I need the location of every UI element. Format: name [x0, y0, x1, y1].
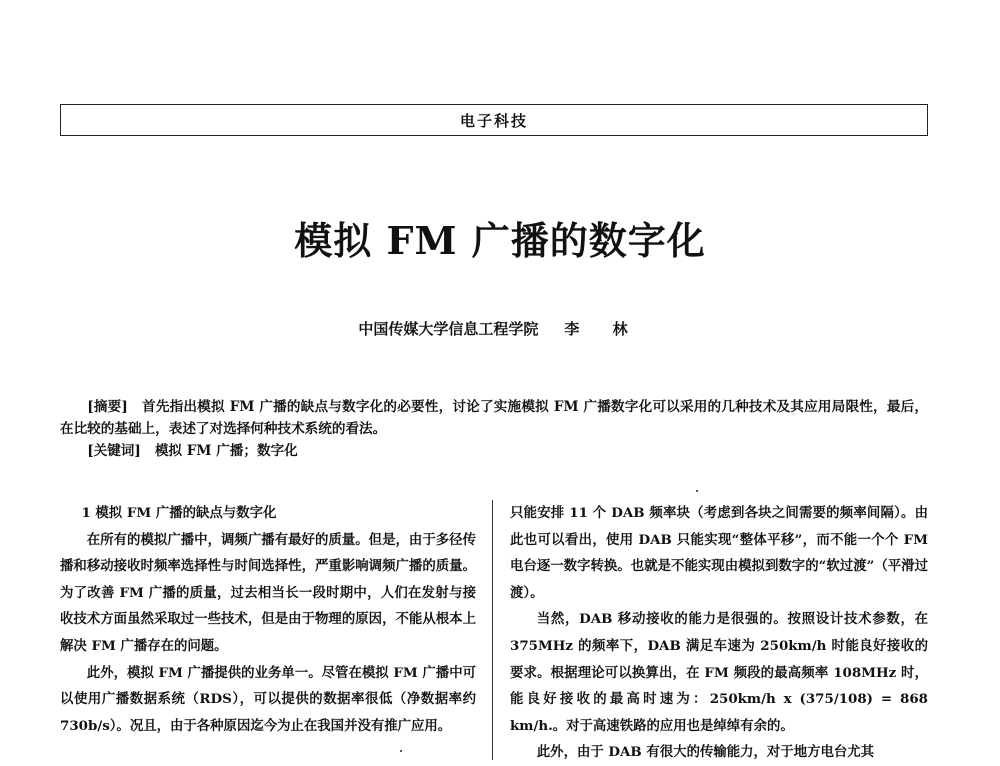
body-paragraph: 此外，模拟 FM 广播提供的业务单一。尽管在模拟 FM 广播中可以使用广播数据系统（RDS），可以提供的数据率很低（净数据率约 730b/s）。况且，由于各种原因迄今为止在我国并没有推广应用。 — [60, 664, 476, 734]
body-paragraph: 在所有的模拟广播中，调频广播有最好的质量。但是，由于多径传播和移动接收时频率选择性与时间选择性，严重影响调频广播的质量。为了改善 FM 广播的质量，过去相当长一段时期中，人们在发射与接收技术方面虽然采取过一些技术，但是由于物理的原因，不能从根本上解决 FM 广播存在的问题。 — [60, 531, 476, 654]
body-paragraph: 只能安排 11 个 DAB 频率块（考虑到各块之间需要的频率间隔）。由此也可以看出，使用 DAB 只能实现“整体平移”，而不能一个个 FM 电台逐一数字转换。也就是不能实现由模拟到数字的“软过渡”（平滑过渡）。 — [510, 505, 928, 601]
body-paragraph: 当然，DAB 移动接收的能力是很强的。按照设计技术参数，在 375MHz 的频率下，DAB 满足车速为 250km/h 时能良好接收的要求。根据理论可以换算出，在 FM 频段的最高频率 108MHz 时，能良好接收的最高时速为：250km/h x (375/108) = 868 km/h.。对于高速铁路的应用也是绰绰有余的。 — [510, 611, 928, 734]
scan-speck — [400, 750, 402, 752]
left-column — [60, 500, 476, 739]
abstract-block — [60, 396, 928, 462]
section-heading: 1 模拟 FM 广播的缺点与数字化 — [81, 505, 277, 521]
abstract-label: [摘要] — [87, 399, 128, 415]
abstract-paragraph — [60, 396, 928, 440]
abstract-text: 首先指出模拟 FM 广播的缺点与数字化的必要性，讨论了实施模拟 FM 广播数字化可以采用的几种技术及其应用局限性，最后，在比较的基础上，表述了对选择何种技术系统的看法。 — [60, 399, 928, 437]
byline — [0, 318, 1000, 339]
scan-speck — [696, 490, 698, 492]
keywords-label: [关键词] — [87, 443, 141, 459]
keywords-paragraph — [60, 440, 928, 462]
body-paragraph: 此外，由于 DAB 有很大的传输能力，对于地方电台尤其 — [536, 744, 875, 761]
right-column — [510, 500, 928, 766]
column-divider — [492, 500, 493, 760]
article-title: 模拟 FM 广播的数字化 — [294, 218, 706, 263]
keywords-text: 模拟 FM 广播；数字化 — [154, 443, 298, 459]
journal-name: 电子科技 — [459, 111, 528, 130]
author: 李 林 — [564, 320, 642, 338]
journal-header-box — [60, 104, 928, 136]
affiliation: 中国传媒大学信息工程学院 — [358, 320, 539, 338]
